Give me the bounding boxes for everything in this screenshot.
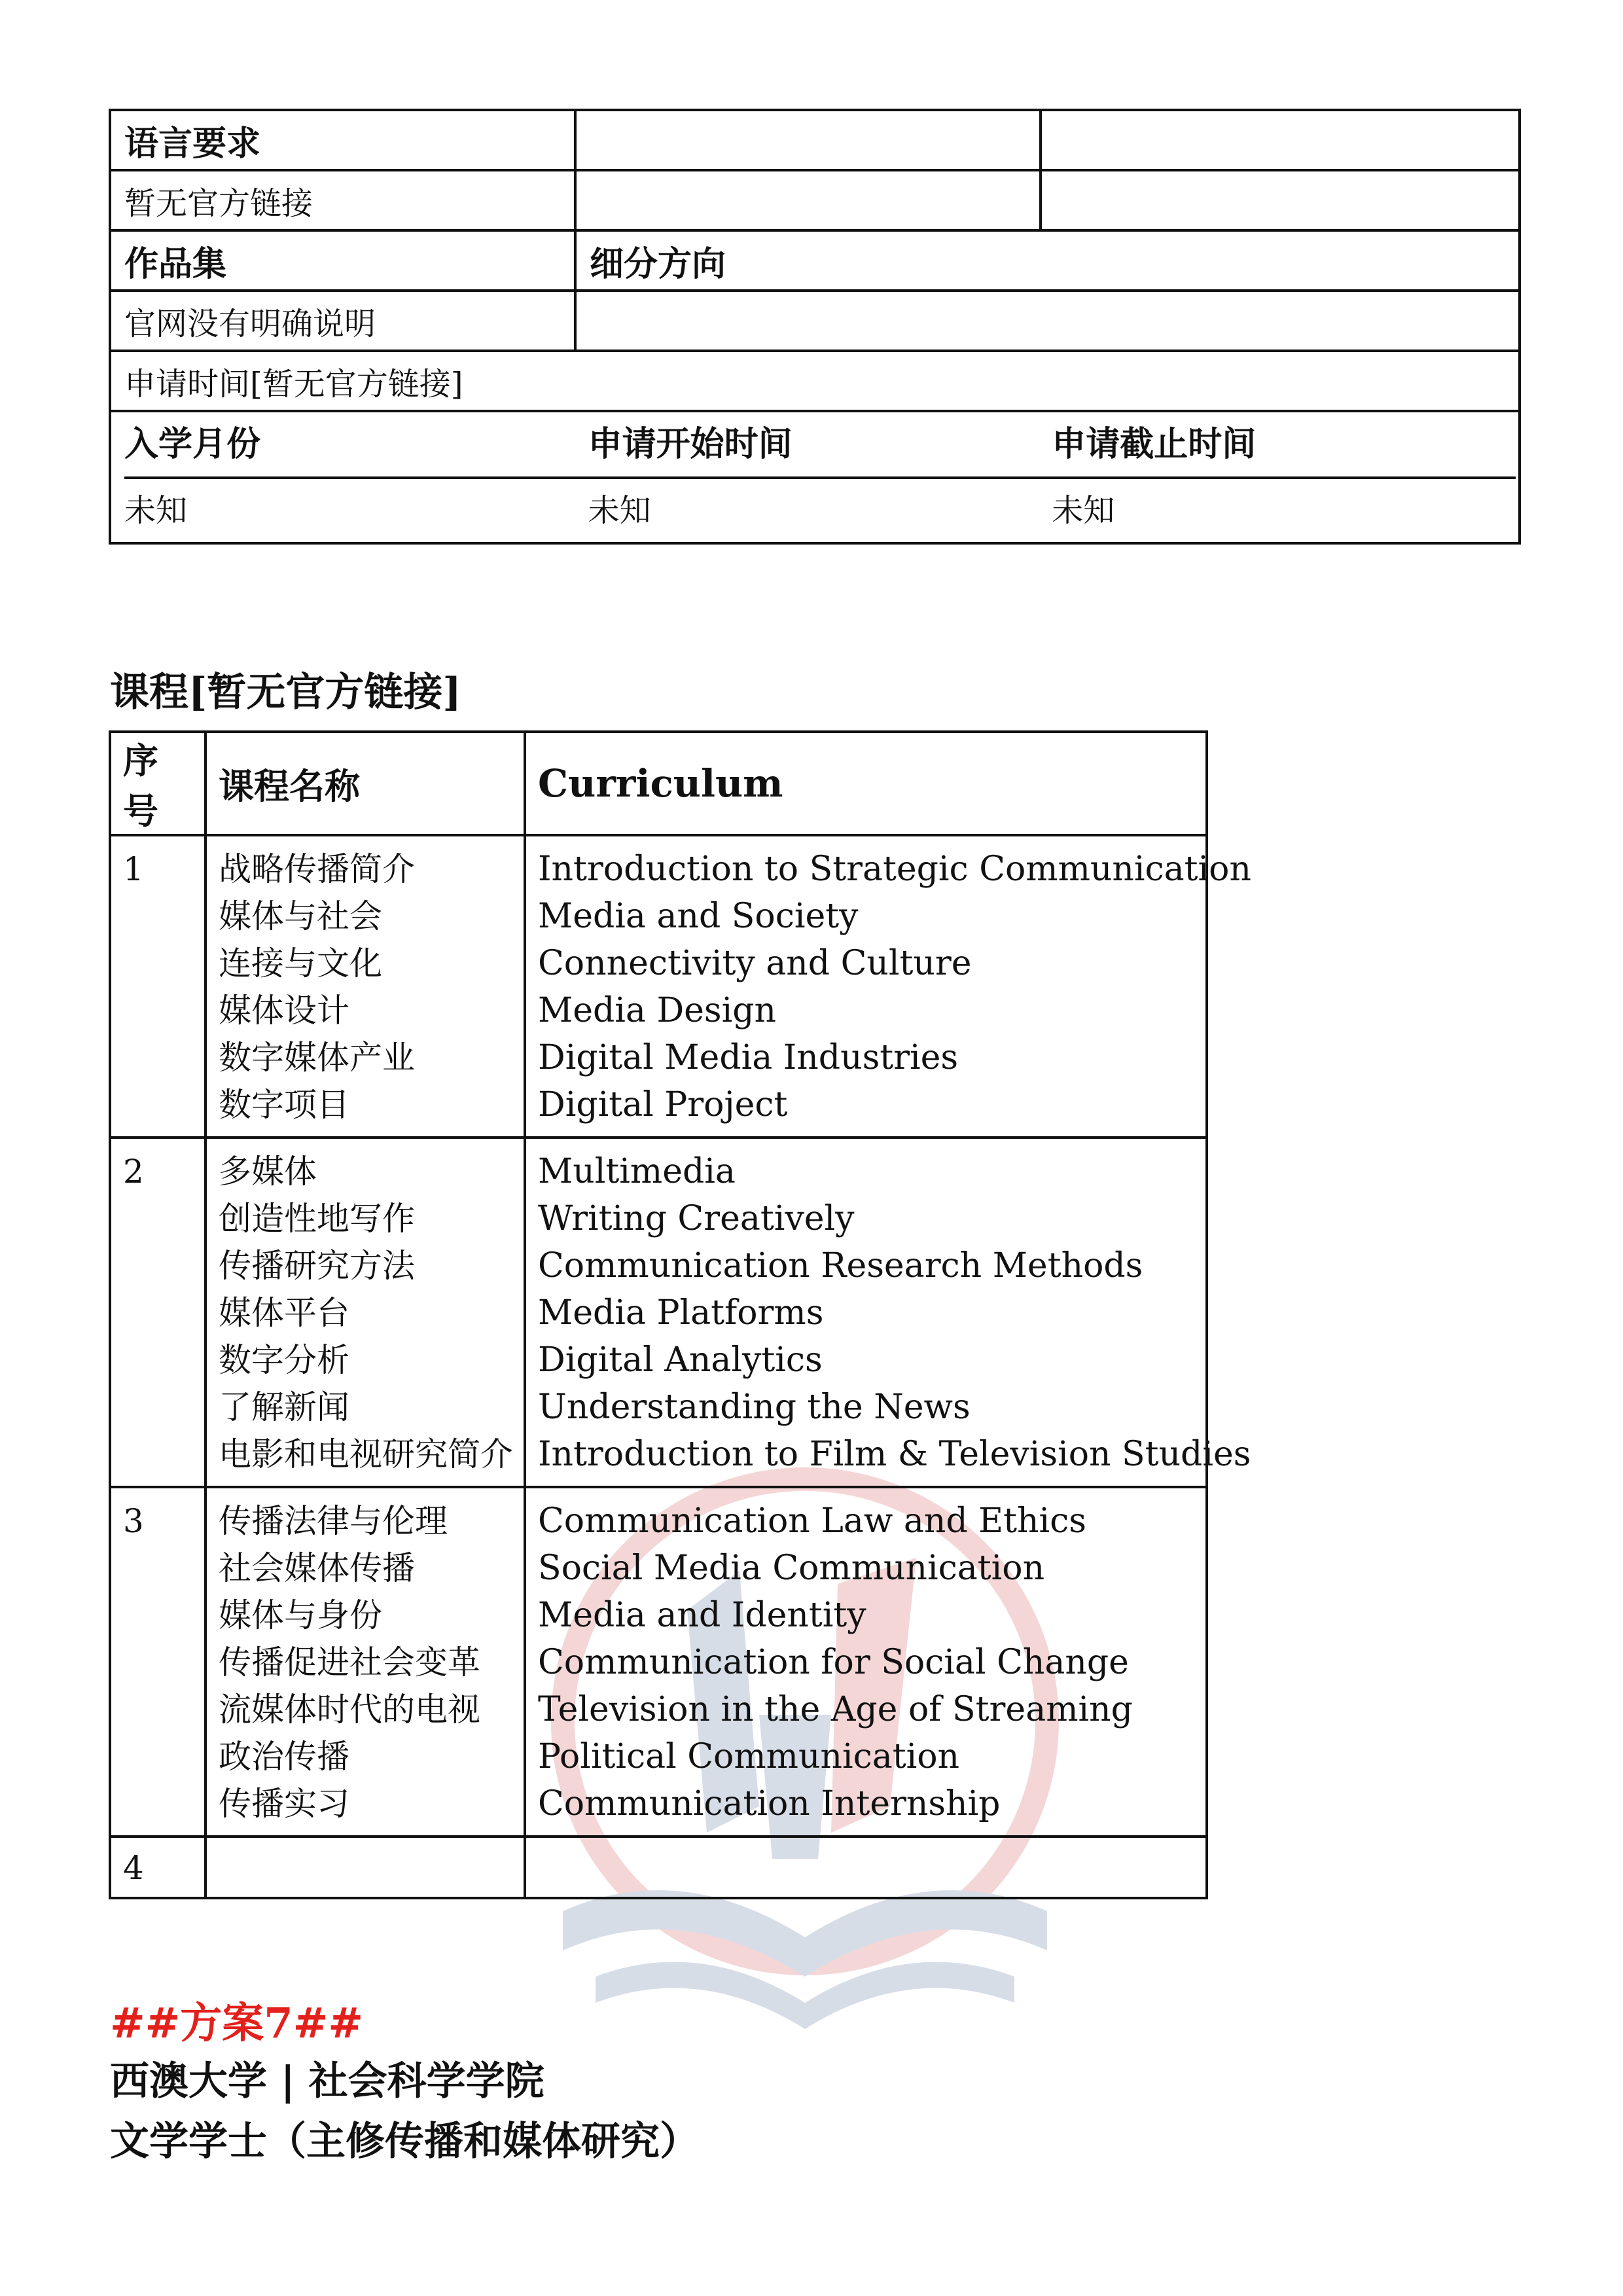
course-name-cn: 媒体与身份 [219, 1596, 382, 1634]
course-name-cn: 了解新闻 [219, 1388, 349, 1426]
course-name-en: Media Platforms [538, 1293, 824, 1333]
courses-title: 课程[暂无官方链接] [110, 670, 461, 715]
course-name-cn: 多媒体 [219, 1153, 317, 1191]
course-names-cn [205, 835, 525, 1138]
course-name-en: Writing Creatively [538, 1199, 855, 1238]
course-name-cn: 政治传播 [219, 1738, 349, 1776]
course-name-cn: 媒体平台 [219, 1294, 349, 1332]
course-name-cn: 媒体与社会 [219, 897, 382, 935]
course-name-en: Political Communication [538, 1737, 960, 1776]
courses-table [109, 730, 1251, 1899]
course-name-en: Media Design [538, 991, 777, 1030]
course-name-cn: 传播促进社会变革 [219, 1643, 480, 1681]
intake-month-value: 未知 [124, 492, 188, 529]
application-deadline-label: 申请截止时间 [1052, 412, 1516, 479]
dates-grid [124, 412, 1518, 542]
intake-month [124, 412, 588, 542]
course-name-en: Social Media Communication [538, 1549, 1045, 1588]
course-name-en: Communication for Social Change [538, 1643, 1129, 1682]
course-name-en: Multimedia [538, 1152, 736, 1191]
application-start [588, 412, 1052, 542]
application-deadline-value: 未知 [1052, 492, 1115, 529]
header-name-cn: 课程名称 [205, 732, 525, 835]
application-deadline [1052, 412, 1516, 542]
application-start-label: 申请开始时间 [588, 412, 1052, 479]
course-names-cn [205, 1138, 525, 1487]
row-number: 4 [110, 1837, 205, 1898]
portfolio-label: 作品集 [110, 230, 575, 291]
course-name-en: Understanding the News [538, 1388, 971, 1427]
course-name-cn: 传播法律与伦理 [219, 1502, 448, 1540]
table-row [110, 835, 1207, 1138]
course-name-cn: 社会媒体传播 [219, 1549, 415, 1587]
course-name-cn: 媒体设计 [219, 992, 349, 1030]
course-name-en: Television in the Age of Streaming [538, 1690, 1133, 1729]
row-number: 2 [110, 1138, 205, 1487]
course-name-cn: 数字媒体产业 [219, 1039, 415, 1077]
degree-name: 文学学士（主修传播和媒体研究） [110, 2119, 699, 2164]
table-row [110, 1138, 1207, 1487]
table-row [110, 1837, 1207, 1898]
course-names-en [525, 1138, 1251, 1487]
course-name-en: Communication Research Methods [538, 1246, 1143, 1285]
course-name-en: Media and Identity [538, 1596, 866, 1635]
course-names-en [525, 835, 1251, 1138]
empty-cell [1041, 170, 1520, 230]
direction-label: 细分方向 [575, 230, 1520, 291]
application-time: 申请时间[暂无官方链接] [110, 351, 1520, 411]
header-no: 序号 [110, 732, 205, 835]
table-row [110, 1487, 1207, 1837]
course-name-cn: 连接与文化 [219, 944, 382, 982]
course-names-en [525, 1487, 1207, 1837]
plan-tag: ##方案7## [110, 1999, 364, 2048]
empty-cell [575, 170, 1041, 230]
language-value: 暂无官方链接 [110, 170, 575, 230]
dates-cell [110, 411, 1520, 543]
course-name-cn: 传播研究方法 [219, 1247, 415, 1285]
course-name-en: Connectivity and Culture [538, 944, 972, 983]
course-name-cn: 数字分析 [219, 1341, 349, 1379]
course-name-en: Communication Internship [538, 1784, 1001, 1823]
course-names-en [525, 1837, 1207, 1898]
school-name: 西澳大学 | 社会科学学院 [110, 2058, 544, 2104]
course-name-cn: 电影和电视研究简介 [219, 1435, 513, 1473]
course-name-en: Digital Media Industries [538, 1038, 959, 1077]
row-number: 3 [110, 1487, 205, 1837]
course-name-en: Digital Project [538, 1085, 788, 1124]
course-name-en: Digital Analytics [538, 1340, 823, 1380]
header-name-en: Curriculum [525, 732, 1207, 835]
info-table [109, 109, 1521, 545]
empty-cell [575, 110, 1041, 170]
course-name-en: Introduction to Film & Television Studies [538, 1435, 1251, 1474]
course-name-cn: 创造性地写作 [219, 1200, 415, 1238]
course-names-cn [205, 1487, 525, 1837]
language-label: 语言要求 [110, 110, 575, 170]
portfolio-value: 官网没有明确说明 [110, 291, 575, 351]
course-name-en: Media and Society [538, 897, 859, 936]
course-name-en: Communication Law and Ethics [538, 1501, 1086, 1541]
course-name-en: Introduction to Strategic Communication [538, 850, 1251, 889]
application-start-value: 未知 [588, 492, 651, 529]
intake-month-label: 入学月份 [124, 412, 588, 479]
course-name-cn: 战略传播简介 [219, 850, 415, 888]
courses-body [110, 835, 1251, 1898]
course-name-cn: 流媒体时代的电视 [219, 1691, 480, 1729]
course-name-cn: 传播实习 [219, 1785, 349, 1823]
empty-cell [1041, 110, 1520, 170]
course-names-cn [205, 1837, 525, 1898]
row-number: 1 [110, 835, 205, 1138]
course-name-cn: 数字项目 [219, 1086, 349, 1124]
direction-value [575, 291, 1520, 351]
